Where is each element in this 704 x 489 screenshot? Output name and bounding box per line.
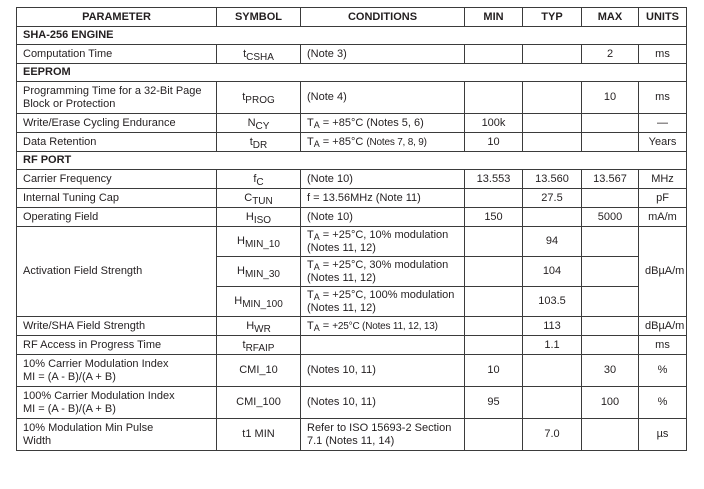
symbol-sub: TUN: [252, 195, 273, 207]
conditions-cell: [301, 227, 465, 257]
table-row: [17, 419, 687, 451]
units-cell: ms: [639, 336, 687, 355]
symbol-main: H: [246, 319, 255, 332]
max-cell: [582, 419, 639, 451]
units-cell: mA/m: [639, 208, 687, 227]
typ-cell: [523, 133, 582, 152]
symbol-cell: CMI_10: [217, 355, 301, 387]
header-units: UNITS: [639, 8, 687, 27]
max-cell: 13.567: [582, 170, 639, 189]
symbol-cell: [217, 170, 301, 189]
section-title-rf: RF PORT: [17, 152, 687, 170]
parameter-cell: RF Access in Progress Time: [17, 336, 217, 355]
parameter-cell: Operating Field: [17, 208, 217, 227]
cond-t: T: [307, 288, 314, 301]
cond-t: T: [307, 319, 314, 332]
symbol-sub: DR: [252, 139, 268, 151]
parameter-cell: Programming Time for a 32-Bit Page Block or Protection: [17, 82, 217, 114]
param-line-2: MI = (A - B)/(A + B): [23, 370, 116, 383]
symbol-cell: CMI_100: [217, 387, 301, 419]
min-cell: [465, 287, 523, 317]
typ-cell: 7.0: [523, 419, 582, 451]
units-cell: dBµA/m: [639, 317, 687, 336]
table-row: [17, 355, 687, 387]
typ-cell: 104: [523, 257, 582, 287]
table-row: [17, 336, 687, 355]
table-row: [17, 133, 687, 152]
cond-text: =: [319, 319, 333, 332]
max-cell: 30: [582, 355, 639, 387]
typ-cell: [523, 45, 582, 64]
parameter-cell: [17, 355, 217, 387]
table-row: [17, 170, 687, 189]
symbol-cell: [217, 336, 301, 355]
cond-notes: +25°C (Notes 11, 12, 13): [332, 320, 438, 332]
symbol-main: H: [234, 295, 243, 307]
typ-cell: [523, 114, 582, 133]
symbol-cell: [217, 208, 301, 227]
cond-t: T: [307, 228, 314, 241]
min-cell: [465, 189, 523, 208]
parameter-cell: Internal Tuning Cap: [17, 189, 217, 208]
units-cell: ms: [639, 82, 687, 114]
symbol-cell: [217, 82, 301, 114]
symbol-sub: CY: [255, 120, 270, 132]
typ-cell: [523, 387, 582, 419]
parameter-cell: Activation Field Strength: [17, 227, 217, 317]
typ-cell: 94: [523, 227, 582, 257]
section-row: [17, 64, 687, 82]
cond-t: T: [307, 116, 314, 129]
header-conditions: CONDITIONS: [301, 8, 465, 27]
units-cell: %: [639, 387, 687, 419]
max-cell: [582, 317, 639, 336]
max-cell: [582, 257, 639, 287]
symbol-cell: [217, 227, 301, 257]
header-max: MAX: [582, 8, 639, 27]
symbol-sub: C: [256, 176, 264, 188]
symbol-main: N: [247, 116, 256, 129]
symbol-main: C: [244, 191, 253, 204]
cond-sub: A: [313, 322, 320, 333]
conditions-cell: (Notes 10, 11): [301, 355, 465, 387]
header-row: [17, 8, 687, 27]
parameter-cell: Write/Erase Cycling Endurance: [17, 114, 217, 133]
symbol-main: t: [243, 47, 247, 60]
parameter-cell: Carrier Frequency: [17, 170, 217, 189]
min-cell: [465, 45, 523, 64]
cond-text: = +25°C, 10% modulation: [319, 228, 449, 241]
units-cell: Years: [639, 133, 687, 152]
table-row: [17, 82, 687, 114]
conditions-cell: [301, 257, 465, 287]
symbol-sub: ISO: [253, 214, 272, 226]
param-line-2: MI = (A - B)/(A + B): [23, 402, 116, 415]
typ-cell: [523, 82, 582, 114]
typ-cell: [523, 208, 582, 227]
conditions-cell: [301, 287, 465, 317]
max-cell: [582, 189, 639, 208]
cond-sub: A: [313, 261, 320, 272]
conditions-cell: [301, 419, 465, 451]
parameter-cell: Computation Time: [17, 45, 217, 64]
cond-line-1: Refer to ISO 15693-2 Section: [307, 421, 452, 434]
header-parameter: PARAMETER: [17, 8, 217, 27]
typ-cell: 113: [523, 317, 582, 336]
units-cell: ms: [639, 45, 687, 64]
param-line-1: 100% Carrier Modulation Index: [23, 389, 175, 402]
symbol-sub: WR: [254, 323, 271, 335]
cond-line-2: 7.1 (Notes 11, 14): [307, 434, 395, 447]
symbol-cell: [217, 45, 301, 64]
cond-text: = +85°C (Notes 5, 6): [319, 116, 424, 129]
parameter-cell: Data Retention: [17, 133, 217, 152]
param-line-1: 10% Carrier Modulation Index: [23, 357, 169, 370]
conditions-cell: [301, 133, 465, 152]
parameter-cell: Write/SHA Field Strength: [17, 317, 217, 336]
conditions-cell: [301, 336, 465, 355]
symbol-main: t: [242, 91, 246, 103]
table-row: [17, 189, 687, 208]
max-cell: 10: [582, 82, 639, 114]
cond-sub: A: [313, 138, 320, 149]
cond-t: T: [307, 135, 314, 148]
min-cell: [465, 336, 523, 355]
units-cell: MHz: [639, 170, 687, 189]
typ-cell: 27.5: [523, 189, 582, 208]
units-cell: —: [639, 114, 687, 133]
symbol-main: t: [249, 135, 253, 148]
symbol-cell: [217, 189, 301, 208]
conditions-cell: [301, 114, 465, 133]
symbol-main: H: [237, 265, 245, 277]
header-symbol: SYMBOL: [217, 8, 301, 27]
conditions-cell: (Note 10): [301, 208, 465, 227]
max-cell: [582, 336, 639, 355]
cond-text: = +85°C: [319, 135, 367, 148]
section-row: [17, 27, 687, 45]
table-row: [17, 114, 687, 133]
min-cell: 13.553: [465, 170, 523, 189]
typ-cell: 1.1: [523, 336, 582, 355]
parameter-cell: [17, 419, 217, 451]
header-typ: TYP: [523, 8, 582, 27]
electrical-characteristics-table: [16, 7, 687, 451]
max-cell: 5000: [582, 208, 639, 227]
min-cell: 10: [465, 133, 523, 152]
cond-sub: A: [313, 231, 320, 242]
symbol-sub: MIN_100: [242, 299, 283, 310]
units-cell: µs: [639, 419, 687, 451]
symbol-cell: [217, 257, 301, 287]
section-title-eeprom: EEPROM: [17, 64, 687, 82]
cond-sub: A: [313, 119, 320, 130]
max-cell: 2: [582, 45, 639, 64]
parameter-cell: [17, 387, 217, 419]
symbol-main: f: [253, 172, 257, 185]
conditions-cell: (Note 3): [301, 45, 465, 64]
cond-notes: (Notes 7, 8, 9): [366, 136, 427, 148]
symbol-cell: t1 MIN: [217, 419, 301, 451]
max-cell: 100: [582, 387, 639, 419]
max-cell: [582, 133, 639, 152]
typ-cell: 13.560: [523, 170, 582, 189]
symbol-sub: MIN_10: [244, 239, 280, 250]
cond-sub: A: [313, 291, 320, 302]
min-cell: [465, 227, 523, 257]
typ-cell: 103.5: [523, 287, 582, 317]
min-cell: [465, 419, 523, 451]
section-row: [17, 152, 687, 170]
symbol-sub: MIN_30: [244, 269, 280, 280]
cond-notes: (Notes 11, 12): [307, 271, 376, 284]
symbol-cell: [217, 287, 301, 317]
cond-t: T: [307, 258, 314, 271]
header-min: MIN: [465, 8, 523, 27]
symbol-cell: [217, 317, 301, 336]
min-cell: [465, 257, 523, 287]
table-row: [17, 227, 687, 257]
table-row: [17, 208, 687, 227]
min-cell: [465, 317, 523, 336]
param-line-2: Width: [23, 434, 52, 447]
section-title-sha: SHA-256 ENGINE: [17, 27, 687, 45]
units-cell: %: [639, 355, 687, 387]
min-cell: [465, 82, 523, 114]
min-cell: 150: [465, 208, 523, 227]
spec-table-container: [16, 7, 687, 451]
symbol-cell: [217, 114, 301, 133]
units-cell: pF: [639, 189, 687, 208]
conditions-cell: [301, 317, 465, 336]
symbol-sub: PROG: [245, 95, 275, 106]
cond-text: = +25°C, 100% modulation: [319, 288, 455, 301]
max-cell: [582, 114, 639, 133]
symbol-cell: [217, 133, 301, 152]
conditions-cell: f = 13.56MHz (Note 11): [301, 189, 465, 208]
min-cell: 95: [465, 387, 523, 419]
symbol-sub: RFAIP: [245, 342, 275, 354]
typ-cell: [523, 355, 582, 387]
conditions-cell: (Note 10): [301, 170, 465, 189]
min-cell: 100k: [465, 114, 523, 133]
max-cell: [582, 287, 639, 317]
symbol-main: H: [245, 210, 254, 223]
cond-notes: (Notes 11, 12): [307, 241, 376, 254]
min-cell: 10: [465, 355, 523, 387]
cond-text: = +25°C, 30% modulation: [319, 258, 449, 271]
cond-notes: (Notes 11, 12): [307, 301, 376, 314]
symbol-main: H: [237, 235, 245, 247]
table-row: [17, 317, 687, 336]
conditions-cell: (Note 4): [301, 82, 465, 114]
conditions-cell: (Notes 10, 11): [301, 387, 465, 419]
symbol-main: t: [242, 338, 246, 351]
units-cell: dBµA/m: [639, 227, 687, 317]
table-row: [17, 387, 687, 419]
max-cell: [582, 227, 639, 257]
table-row: [17, 45, 687, 64]
param-line-1: 10% Modulation Min Pulse: [23, 421, 154, 434]
symbol-sub: CSHA: [246, 51, 274, 63]
